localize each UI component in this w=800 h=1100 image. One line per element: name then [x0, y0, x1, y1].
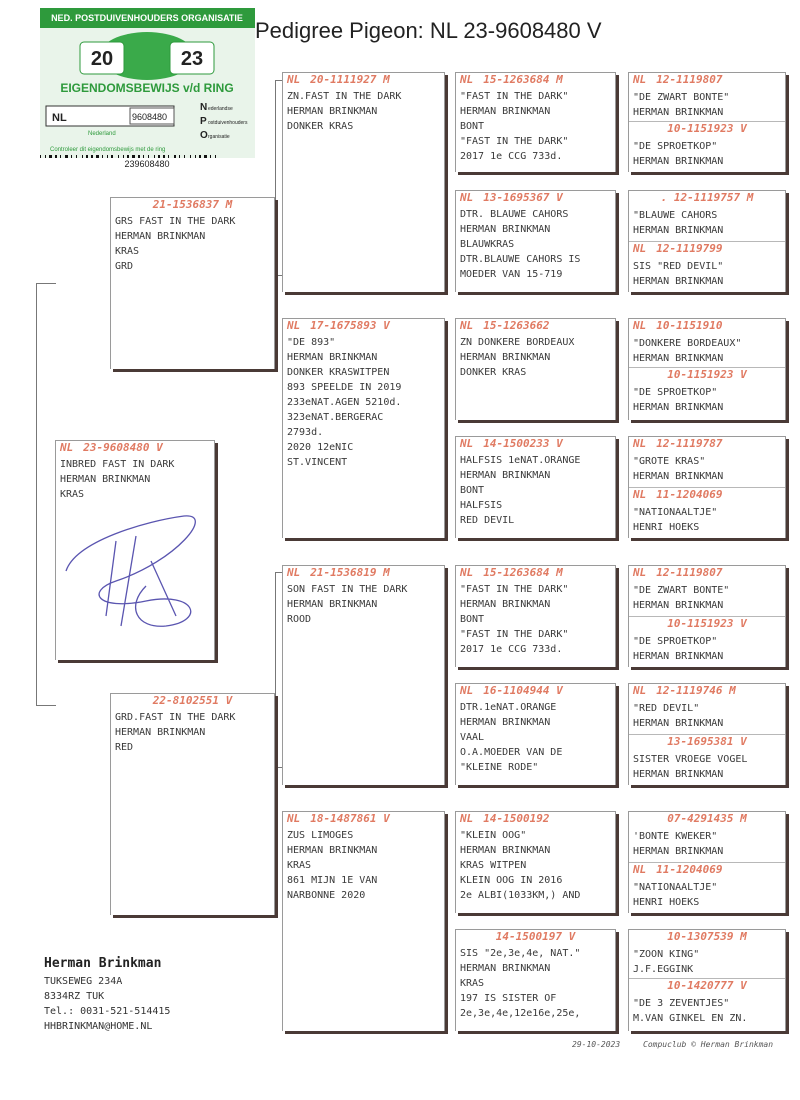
great-grandparent-card [455, 683, 616, 785]
country-code: NL [633, 566, 647, 579]
owner-email: HHBRINKMAN@HOME.NL [44, 1021, 153, 1032]
card-details [111, 212, 274, 274]
card-details [629, 877, 785, 910]
ring-number: 07-4291435 M [667, 812, 747, 825]
card-details [629, 580, 785, 613]
card-line: HERMAN BRINKMAN [287, 106, 378, 117]
card-line: "BLAUWE CAHORS [633, 210, 718, 221]
country-code: NL [460, 191, 474, 204]
country-name: Nederland [88, 131, 116, 137]
card-line: 2e ALBI(1033KM,) AND [460, 890, 581, 901]
card-line: KRAS [60, 489, 85, 500]
card-line: "FAST IN THE DARK" [460, 584, 569, 595]
card-line: HERMAN BRINKMAN [60, 474, 151, 485]
great-grandparent-card [455, 436, 616, 538]
card-line: "KLEINE RODE" [460, 762, 539, 773]
country-code: NL [460, 319, 474, 332]
card-line: HERMAN BRINKMAN [633, 718, 724, 729]
gg-grandparent [629, 684, 785, 734]
card-line: ZUS LIMOGES [287, 830, 354, 841]
card-details [283, 580, 444, 627]
owner-block [44, 956, 170, 1034]
card-line: "DONKERE BORDEAUX" [633, 338, 742, 349]
card-details [629, 944, 785, 977]
ring-number: 23-9608480 V [83, 441, 163, 454]
country-code: NL [60, 441, 74, 454]
card-details [456, 826, 615, 903]
card-line: SON FAST IN THE DARK [287, 584, 408, 595]
gg-grandparent [629, 367, 785, 415]
ring-number: 18-1487861 V [310, 812, 390, 825]
card-line: DTR. BLAUWE CAHORS [460, 209, 569, 220]
country-code: NL [460, 437, 474, 450]
card-line: HERMAN BRINKMAN [633, 846, 724, 857]
gg-grandparent-pair [628, 929, 786, 1031]
npo-p: ostduivenhouders [208, 120, 248, 126]
svg-text:O: O [200, 130, 208, 141]
card-line: RED [115, 742, 134, 753]
card-line: KRAS [115, 246, 140, 257]
country-code: NL [287, 566, 301, 579]
card-line: HERMAN BRINKMAN [633, 353, 724, 364]
subject-card [55, 440, 215, 660]
svg-text:P: P [200, 116, 207, 127]
card-line: ST.VINCENT [287, 457, 348, 468]
card-line: HERMAN BRINKMAN [633, 225, 724, 236]
gg-grandparent [629, 319, 785, 367]
card-line: 2e,3e,4e,12e16e,25e, [460, 1008, 581, 1019]
connector [447, 590, 448, 780]
ring-number: 17-1675893 V [310, 319, 390, 332]
card-line: "DE 893" [287, 337, 336, 348]
card-line: HERMAN BRINKMAN [460, 845, 551, 856]
ring-number: 21-1536837 M [152, 198, 233, 211]
card-line: HERMAN BRINKMAN [633, 276, 724, 287]
gg-grandparent [629, 616, 785, 664]
card-line: 2017 1e CCG 733d. [460, 644, 563, 655]
card-line: DTR.1eNAT.ORANGE [460, 702, 557, 713]
card-line: "NATIONAALTJE" [633, 507, 718, 518]
card-line: "DE ZWART BONTE" [633, 92, 730, 103]
card-line: HERMAN BRINKMAN [460, 470, 551, 481]
ring-number: 12-1119799 [656, 242, 723, 255]
card-line: HENRI HOEKS [633, 522, 700, 533]
control-text: Controleer dit eigendomsbewijs met de ring [50, 147, 166, 153]
card-line: HERMAN BRINKMAN [287, 352, 378, 363]
card-line: 'BONTE KWEKER" [633, 831, 718, 842]
gg-grandparent-pair [628, 811, 786, 913]
country-code: NL [633, 488, 647, 501]
card-line: HERMAN BRINKMAN [460, 599, 551, 610]
ring-number: 12-1119807 [656, 73, 723, 86]
card-line: "KLEIN OOG" [460, 830, 527, 841]
card-line: GRD [115, 261, 134, 272]
ring-number: 10-1151910 [656, 319, 723, 332]
great-grandparent-card [455, 811, 616, 913]
ring-country: NL [52, 112, 67, 124]
connector [447, 835, 448, 1025]
card-line: INBRED FAST IN DARK [60, 459, 175, 470]
card-line: 893 SPEELDE IN 2019 [287, 382, 402, 393]
card-line: GRS FAST IN THE DARK [115, 216, 236, 227]
gg-grandparent [629, 930, 785, 978]
gg-grandparent [629, 978, 785, 1026]
svg-text:N: N [200, 102, 208, 113]
card-line: HERMAN BRINKMAN [287, 845, 378, 856]
ring-number: 14-1500192 [483, 812, 550, 825]
card-line: "DE ZWART BONTE" [633, 585, 730, 596]
ring-number: 15-1263684 M [483, 566, 563, 579]
card-details [456, 451, 615, 528]
card-line: SISTER VROEGE VOGEL [633, 754, 748, 765]
card-line: NARBONNE 2020 [287, 890, 366, 901]
gg-grandparent [629, 734, 785, 782]
card-line: KRAS [460, 978, 485, 989]
page-title: Pedigree Pigeon: NL 23-9608480 V [255, 18, 602, 43]
gg-grandparent-pair [628, 565, 786, 667]
card-line: 2793d. [287, 427, 324, 438]
gg-grandparent [629, 241, 785, 289]
card-details [111, 708, 274, 755]
card-line: DONKER KRASWITPEN [287, 367, 390, 378]
ring-certificate [40, 8, 255, 168]
year-right: 23 [180, 48, 204, 70]
ring-number: 12-1119787 [656, 437, 723, 450]
ring-number: 11-1204069 [656, 488, 723, 501]
card-details [456, 333, 615, 380]
owner-address: TUKSEWEG 234A [44, 976, 123, 987]
card-line: HERMAN BRINKMAN [460, 106, 551, 117]
grandparent-card [282, 72, 445, 292]
card-line: HALFSIS 1eNAT.ORANGE [460, 455, 581, 466]
card-line: 233eNAT.AGEN 5210d. [287, 397, 402, 408]
card-line: "FAST IN THE DARK" [460, 629, 569, 640]
card-line: BLAUWKRAS [460, 239, 515, 250]
country-code: NL [633, 319, 647, 332]
card-line: 323eNAT.BERGERAC [287, 412, 384, 423]
card-details [629, 382, 785, 415]
card-line: ZN.FAST IN THE DARK [287, 91, 402, 102]
country-code: NL [287, 319, 301, 332]
card-line: BONT [460, 121, 485, 132]
country-code: NL [287, 73, 301, 86]
card-line: HERMAN BRINKMAN [633, 769, 724, 780]
gg-grandparent-pair [628, 72, 786, 172]
gg-grandparent [629, 812, 785, 862]
card-line: "GROTE KRAS" [633, 456, 706, 467]
card-details [456, 580, 615, 657]
card-line: HERMAN BRINKMAN [287, 599, 378, 610]
card-line: HERMAN BRINKMAN [115, 231, 206, 242]
card-details [629, 749, 785, 782]
owner-name: Herman Brinkman [44, 956, 162, 971]
father-card [110, 197, 275, 369]
card-line: "DE SPROETKOP" [633, 387, 718, 398]
card-line: 861 MIJN 1E VAN [287, 875, 378, 886]
card-line: SIS "RED DEVIL" [633, 261, 724, 272]
country-code: NL [633, 437, 647, 450]
connector [447, 100, 448, 290]
card-details [629, 333, 785, 366]
copyright: Compuclub © Herman Brinkman [643, 1040, 774, 1049]
country-code: NL [633, 863, 647, 876]
npo-o: rganisatie [208, 134, 230, 140]
card-details [283, 333, 444, 470]
gg-grandparent [629, 121, 785, 169]
card-line: DONKER KRAS [287, 121, 354, 132]
card-details [629, 256, 785, 289]
country-code: NL [633, 242, 647, 255]
ring-number: 11-1204069 [656, 863, 723, 876]
mother-card [110, 693, 275, 915]
npo-n: ederlandse [208, 106, 233, 112]
ring-number: 12-1119746 M [656, 684, 736, 697]
great-grandparent-card [455, 929, 616, 1031]
card-line: HERMAN BRINKMAN [460, 224, 551, 235]
card-line: HERMAN BRINKMAN [633, 471, 724, 482]
country-code: NL [460, 73, 474, 86]
ring-number: 20-1111927 M [310, 73, 390, 86]
great-grandparent-card [455, 72, 616, 172]
card-line: "DE 3 ZEVENTJES" [633, 998, 730, 1009]
card-line: GRD.FAST IN THE DARK [115, 712, 236, 723]
card-line: KRAS [287, 860, 312, 871]
ring-number: 14-1500233 V [483, 437, 563, 450]
card-line: HERMAN BRINKMAN [633, 600, 724, 611]
ring-number: 12-1119807 [656, 566, 723, 579]
gg-grandparent-pair [628, 436, 786, 538]
gg-grandparent [629, 191, 785, 241]
ring-number: 13-1695381 V [667, 735, 747, 748]
org-name: NED. POSTDUIVENHOUDERS ORGANISATIE [51, 13, 243, 23]
card-line: HERMAN BRINKMAN [460, 717, 551, 728]
card-details [629, 631, 785, 664]
ring-number: 10-1420777 V [667, 979, 747, 992]
card-line: 2017 1e CCG 733d. [460, 151, 563, 162]
card-details [56, 455, 214, 502]
card-line: BONT [460, 614, 485, 625]
card-line: HERMAN BRINKMAN [633, 651, 724, 662]
card-details [629, 451, 785, 484]
gg-grandparent-pair [628, 190, 786, 292]
country-code: NL [287, 812, 301, 825]
card-line: VAAL [460, 732, 485, 743]
card-line: BONT [460, 485, 485, 496]
card-line: RED DEVIL [460, 515, 515, 526]
card-details [629, 205, 785, 238]
card-line: 197 IS SISTER OF [460, 993, 557, 1004]
card-line: "DE SPROETKOP" [633, 141, 718, 152]
card-line: "DE SPROETKOP" [633, 636, 718, 647]
card-line: KLEIN OOG IN 2016 [460, 875, 563, 886]
connector [36, 283, 56, 706]
ring-number: 22-8102551 V [152, 694, 233, 707]
card-line: HERMAN BRINKMAN [633, 402, 724, 413]
ring-number: 10-1151923 V [667, 122, 747, 135]
card-line: O.A.MOEDER VAN DE [460, 747, 563, 758]
card-details [629, 87, 785, 120]
card-line: SIS "2e,3e,4e, NAT." [460, 948, 581, 959]
card-line: ZN DONKERE BORDEAUX [460, 337, 575, 348]
card-line: KRAS WITPEN [460, 860, 527, 871]
country-code: NL [460, 812, 474, 825]
great-grandparent-card [455, 565, 616, 667]
ring-number: 15-1263662 [483, 319, 550, 332]
card-line: "FAST IN THE DARK" [460, 91, 569, 102]
card-line: HERMAN BRINKMAN [460, 352, 551, 363]
ring-number: 16-1104944 V [483, 684, 563, 697]
card-details [456, 87, 615, 164]
gg-grandparent [629, 73, 785, 121]
ring-number: 14-1500197 V [495, 930, 576, 943]
owner-city: 8334RZ TUK [44, 991, 105, 1002]
card-details [456, 205, 615, 282]
card-line: 2020 12eNIC [287, 442, 354, 453]
ring-number: 10-1307539 M [667, 930, 747, 943]
great-grandparent-card [455, 318, 616, 420]
card-line: HENRI HOEKS [633, 897, 700, 908]
card-details [629, 698, 785, 731]
ring-number-box: 9608480 [132, 112, 168, 122]
ring-certificate-graphic [40, 8, 255, 168]
card-line: "NATIONAALTJE" [633, 882, 718, 893]
card-line: J.F.EGGINK [633, 964, 694, 975]
card-line: DTR.BLAUWE CAHORS IS [460, 254, 581, 265]
gg-grandparent-pair [628, 683, 786, 785]
card-line: HALFSIS [460, 500, 503, 511]
ring-number: 21-1536819 M [310, 566, 390, 579]
card-details [629, 993, 785, 1026]
grandparent-card [282, 565, 445, 785]
card-details [456, 944, 615, 1021]
gg-grandparent [629, 566, 785, 616]
ring-number: 13-1695367 V [483, 191, 563, 204]
card-line: ROOD [287, 614, 312, 625]
year-left: 20 [90, 48, 114, 70]
card-line: "ZOON KING" [633, 949, 700, 960]
card-line: DONKER KRAS [460, 367, 527, 378]
country-code: NL [460, 684, 474, 697]
gg-grandparent [629, 487, 785, 535]
grandparent-card [282, 811, 445, 1031]
ring-number: . 12-1119757 M [660, 191, 754, 204]
ring-number: 10-1151923 V [667, 617, 747, 630]
ring-number: 10-1151923 V [667, 368, 747, 381]
card-details [283, 87, 444, 134]
card-line: HERMAN BRINKMAN [633, 156, 724, 167]
barcode-number: 239608480 [124, 159, 170, 168]
signature [56, 501, 215, 641]
card-line: MOEDER VAN 15-719 [460, 269, 563, 280]
card-line: "RED DEVIL" [633, 703, 700, 714]
card-line: HERMAN BRINKMAN [633, 107, 724, 118]
great-grandparent-card [455, 190, 616, 292]
card-line: M.VAN GINKEL EN ZN. [633, 1013, 748, 1024]
country-code: NL [460, 566, 474, 579]
country-code: NL [633, 73, 647, 86]
ring-number: 15-1263684 M [483, 73, 563, 86]
owner-phone: Tel.: 0031-521-514415 [44, 1006, 171, 1017]
connector [447, 345, 448, 535]
card-line: HERMAN BRINKMAN [115, 727, 206, 738]
card-line: HERMAN BRINKMAN [460, 963, 551, 974]
card-details [629, 136, 785, 169]
print-date: 29-10-2023 [572, 1040, 621, 1049]
card-details [629, 502, 785, 535]
grandparent-card [282, 318, 445, 538]
card-details [456, 698, 615, 775]
card-details [629, 826, 785, 859]
gg-grandparent [629, 437, 785, 487]
certificate-heading: EIGENDOMSBEWIJS v/d RING [60, 81, 234, 95]
card-line: "FAST IN THE DARK" [460, 136, 569, 147]
gg-grandparent [629, 862, 785, 910]
card-details [283, 826, 444, 903]
country-code: NL [633, 684, 647, 697]
gg-grandparent-pair [628, 318, 786, 420]
